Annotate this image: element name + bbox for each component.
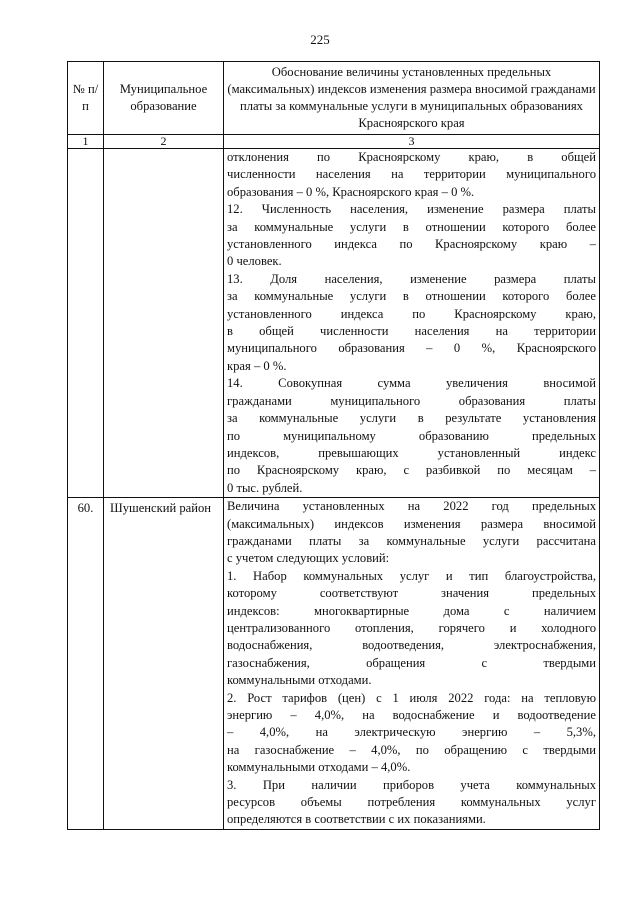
row-60-text-line: 2. Рост тарифов (цен) с 1 июля 2022 года: на тепловую — [227, 690, 596, 705]
row-60-paragraph — [227, 777, 596, 829]
row-60-text-line: гражданами платы за коммунальные услуги рассчитана — [227, 533, 596, 548]
continued-text-line: 14. Совокупная сумма увеличения вносимой — [227, 376, 596, 391]
continued-text-line: по Красноярскому краю, с разбивкой по месяцам – — [227, 463, 596, 478]
row-60-number: 60. — [68, 498, 104, 830]
row-60-text-line: коммунальными отходами – 4,0%. — [227, 760, 411, 775]
row-60-text-line: (максимальных) индексов изменения размера вносимой — [227, 516, 596, 531]
continued-text-line: установленного индекса по Красноярскому краю – — [227, 237, 596, 252]
continued-text-line: за коммунальные услуги в отношении которого более — [227, 289, 596, 304]
continued-paragraph — [227, 149, 596, 201]
continued-paragraph — [227, 375, 596, 497]
continued-text-line: гражданами муниципального образования платы — [227, 393, 596, 408]
row-60-text-line: 1. Набор коммунальных услуг и тип благоустройства, — [227, 568, 596, 583]
municipal-indices-table — [67, 61, 600, 830]
continued-text-line: за коммунальные услуги в результате установления — [227, 411, 596, 426]
continued-text-line: образования – 0 %, Красноярского края – 0 %. — [227, 184, 475, 199]
row-60-text-line: на газоснабжение – 4,0%, по обращению с твердыми — [227, 742, 596, 757]
header-municipality: Муниципальное образование — [104, 62, 224, 135]
continued-num-cell — [68, 149, 104, 498]
row-60-description-cell — [224, 498, 600, 830]
row-60-text-line: энергию – 4,0%, на водоснабжение и водоотведение — [227, 708, 596, 722]
continued-text-line: отклонения по Красноярскому краю, в общей — [227, 150, 596, 164]
continued-text-line: за коммунальные услуги в отношении которого более — [227, 219, 596, 234]
table-row-continued — [68, 149, 600, 498]
continued-text-line: по муниципальному образованию предельных — [227, 428, 596, 443]
continued-text-line: 0 тыс. рублей. — [227, 480, 303, 495]
table-header-row — [68, 62, 600, 135]
row-60-text-line: которому соответствуют значения предельных — [227, 586, 596, 601]
continued-municipality-cell — [104, 149, 224, 498]
continued-text-line: 0 человек. — [227, 254, 282, 269]
row-60-text-line: Величина установленных на 2022 год предельных — [227, 499, 596, 514]
row-60-paragraph — [227, 690, 596, 777]
continued-text-line: 13. Доля населения, изменение размера платы — [227, 271, 596, 286]
header-num: № п/п — [68, 62, 104, 135]
row-60-text-line: ресурсов объемы потребления коммунальных услуг — [227, 795, 596, 810]
continued-text-line: в общей численности населения на территории — [227, 324, 596, 339]
continued-text-line: 12. Численность населения, изменение размера платы — [227, 202, 596, 217]
page-number: 225 — [310, 32, 330, 47]
header-description: Обоснование величины установленных предельных (максимальных) индексов изменения размера вносимой гражданами платы за коммунальные услуги в муниципальных образованиях Красноярского края — [224, 62, 600, 135]
row-60-text-line: газоснабжения, обращения с твердыми — [227, 655, 596, 670]
row-60-paragraph — [227, 498, 596, 568]
column-index-row — [68, 135, 600, 149]
row-60-text-line: водоснабжения, водоотведения, электроснабжения, — [227, 638, 596, 653]
continued-text-line: края – 0 %. — [227, 358, 287, 373]
column-index-1: 1 — [68, 135, 104, 149]
row-60-text-line: индексов: многоквартирные дома с наличием — [227, 603, 596, 618]
column-index-3: 3 — [224, 135, 600, 149]
row-60-text-line: 3. При наличии приборов учета коммунальных — [227, 777, 596, 792]
continued-paragraph — [227, 271, 596, 375]
continued-text-line: индексов, превышающих установленный индекс — [227, 445, 596, 460]
continued-text-line: муниципального образования – 0 %, Красноярского — [227, 341, 596, 356]
column-index-2: 2 — [104, 135, 224, 149]
row-60-text-line: коммунальными отходами. — [227, 673, 372, 688]
table-row-60 — [68, 498, 600, 830]
continued-paragraph — [227, 201, 596, 271]
row-60-text-line: – 4,0%, на электрическую энергию – 5,3%, — [227, 725, 596, 740]
continued-text-line: установленного индекса по Красноярскому краю, — [227, 306, 596, 321]
row-60-municipality: Шушенский район — [104, 498, 224, 830]
continued-text-line: численности населения на территории муниципального — [227, 167, 596, 182]
row-60-text-line: с учетом следующих условий: — [227, 551, 390, 566]
row-60-text-line: определяются в соответствии с их показаниями. — [227, 812, 486, 827]
continued-description-cell — [224, 149, 600, 498]
row-60-text-line: централизованного отопления, горячего и холодного — [227, 620, 596, 635]
row-60-paragraph — [227, 568, 596, 690]
